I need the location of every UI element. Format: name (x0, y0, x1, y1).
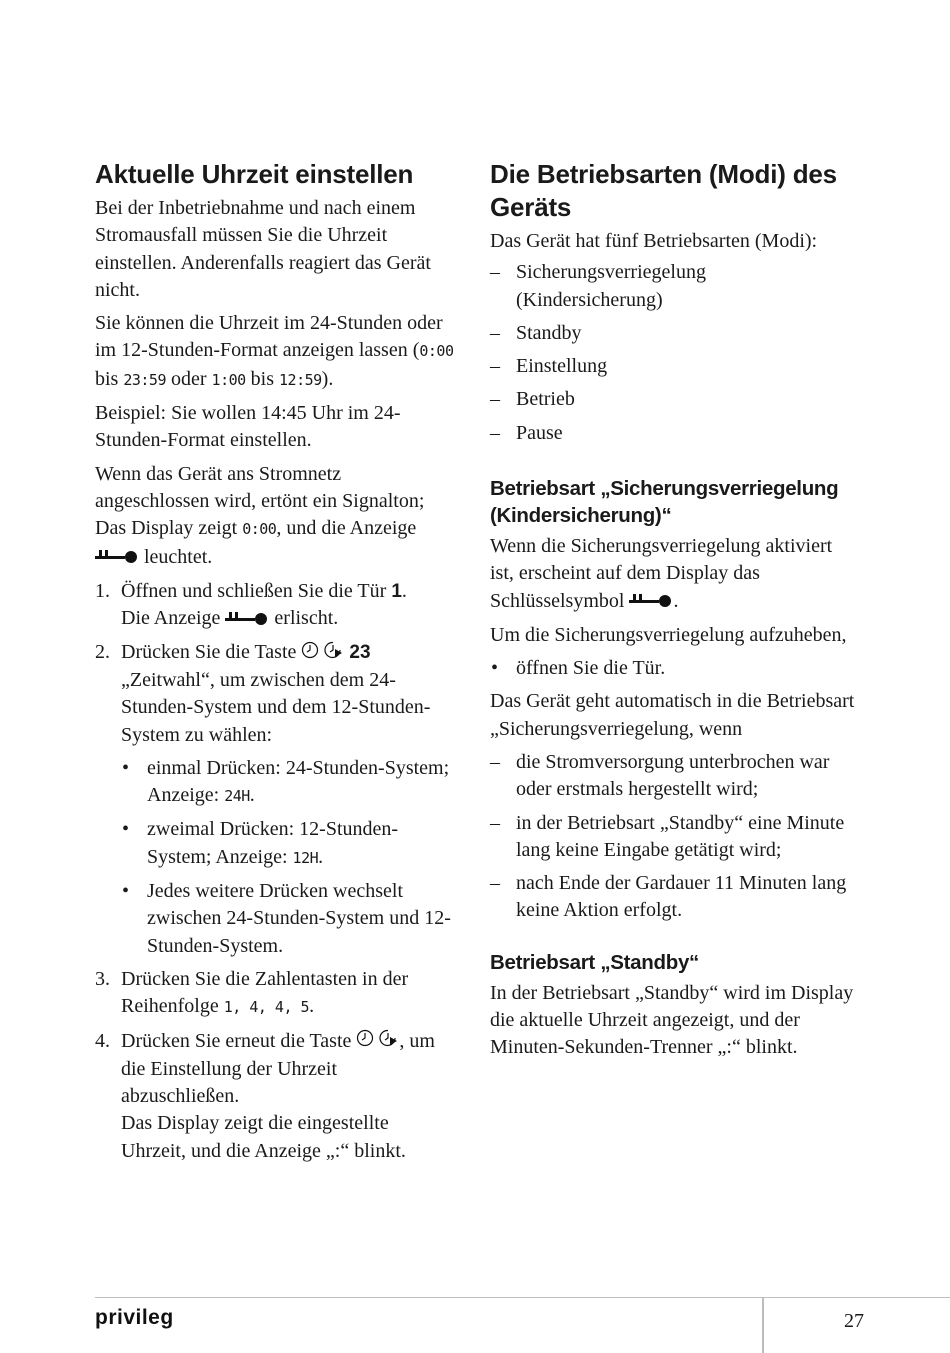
clock-icon (356, 1028, 374, 1055)
list-item: • einmal Drücken: 24-Stunden-System; Anzeige: 24H. (122, 756, 450, 807)
right-column (490, 158, 855, 1068)
paragraph-example: Beispiel: Sie wollen 14:45 Uhr im 24-Stunden-Format einstellen. (95, 402, 401, 452)
paragraph-lock-active: Wenn die Sicherungsverriegelung aktiviert ist, erscheint auf dem Display das Schlüsselsymbol . (490, 533, 855, 616)
list-item: – Betrieb (490, 388, 575, 411)
paragraph-lock-auto: Das Gerät geht automatisch in die Betriebsart „Sicherungsverriegelung, wenn (490, 690, 855, 740)
display-value: 24H (224, 787, 250, 806)
left-column (95, 158, 455, 1171)
display-value: 12:59 (279, 370, 322, 389)
list-item: 1. Öffnen und schließen Sie die Tür 1. Die Anzeige erlischt. (95, 578, 455, 633)
section-heading-modes: Die Betriebsarten (Modi) des Geräts (490, 159, 837, 222)
steps-list (95, 578, 455, 1165)
bullet-list (121, 755, 455, 960)
footer-divider (95, 1297, 950, 1298)
list-item: • öffnen Sie die Tür. (491, 657, 666, 680)
list-item: • Jedes weitere Drücken wechselt zwischen 24-Stunden-System und 12-Stunden-System. (122, 880, 451, 957)
paragraph-power: Wenn das Gerät ans Stromnetz angeschlossen wird, ertönt ein Signalton; Das Display zeigt 0:00, und die Anzeige leuchtet. (95, 461, 455, 572)
list-item: 4. Drücken Sie erneut die Taste , um die Einstellung der Uhrzeit abzuschließen. Das Display zeigt die eingestellte Uhrzeit, und die Anzeige „:“ blinkt. (95, 1029, 435, 1162)
display-value: 0:00 (242, 520, 277, 539)
key-symbol-icon (629, 588, 673, 615)
modes-list (490, 259, 855, 447)
list-item: 3. Drücken Sie die Zahlentasten in der Reihenfolge 1, 4, 4, 5. (95, 967, 409, 1018)
clock-play-icon (324, 640, 344, 667)
key-symbol-icon (225, 606, 269, 633)
section-heading-time: Aktuelle Uhrzeit einstellen (95, 159, 414, 189)
list-item: – Einstellung (490, 355, 608, 378)
display-value: 12H (292, 848, 319, 867)
paragraph-intro: Bei der Inbetriebnahme und nach einem Stromausfall müssen Sie die Uhrzeit einstellen. Anderenfalls reagiert das Gerät nicht. (95, 197, 431, 301)
paragraph-standby: In der Betriebsart „Standby“ wird im Display die aktuelle Uhrzeit angezeigt, und der Minuten-Sekunden-Trenner „:“ blinkt. (490, 981, 854, 1059)
clock-play-icon (379, 1028, 399, 1055)
footer-vertical-divider (762, 1297, 764, 1353)
list-item: 2. Drücken Sie die Taste 23 „Zeitwahl“, um zwischen dem 24-Stunden-System und dem 12-Stunden-System zu wählen: • einmal Drücken: 24-Stunden-System; Anzeige: 24H. • zweimal Drücken: 12-Stunden-System; Anzeige: 12H. • Jedes weitere Drücken wechselt zwischen 24-Stunden-System und 12-Stunden-System. (95, 639, 455, 960)
display-value: 23:59 (123, 370, 166, 389)
paragraph-format: Sie können die Uhrzeit im 24-Stunden oder im 12-Stunden-Format anzeigen lassen (0:00 bis 23:59 oder 1:00 bis 12:59). (95, 312, 454, 390)
list-item: – in der Betriebsart „Standby“ eine Minute lang keine Eingabe getätigt wird; (490, 811, 845, 861)
display-value: 0:00 (419, 342, 454, 361)
display-value: 1:00 (211, 370, 246, 389)
page-number: 27 (844, 1310, 864, 1332)
list-item: – Pause (490, 421, 563, 444)
conditions-list (490, 749, 855, 925)
subheading-standby: Betriebsart „Standby“ (490, 950, 700, 974)
list-item: – Standby (490, 321, 582, 344)
bullet-list (490, 655, 855, 682)
paragraph-lock-release: Um die Sicherungsverriegelung aufzuheben, (490, 623, 847, 646)
list-item: – die Stromversorgung unterbrochen war oder erstmals hergestellt wird; (490, 750, 830, 801)
subheading-child-lock: Betriebsart „Sicherungsverriegelung (Kindersicherung)“ (490, 477, 839, 528)
paragraph-modes-intro: Das Gerät hat fünf Betriebsarten (Modi): (490, 230, 818, 252)
brand-logo: privileg (95, 1306, 174, 1329)
key-symbol-icon (95, 544, 139, 571)
display-value: 1, 4, 4, 5 (223, 998, 310, 1017)
list-item: – Sicherungsverriegelung (Kindersicherung) (490, 261, 706, 311)
list-item: • zweimal Drücken: 12-Stunden-System; Anzeige: 12H. (122, 818, 399, 868)
list-item: – nach Ende der Gardauer 11 Minuten lang keine Aktion erfolgt. (490, 872, 847, 922)
clock-icon (301, 640, 319, 667)
